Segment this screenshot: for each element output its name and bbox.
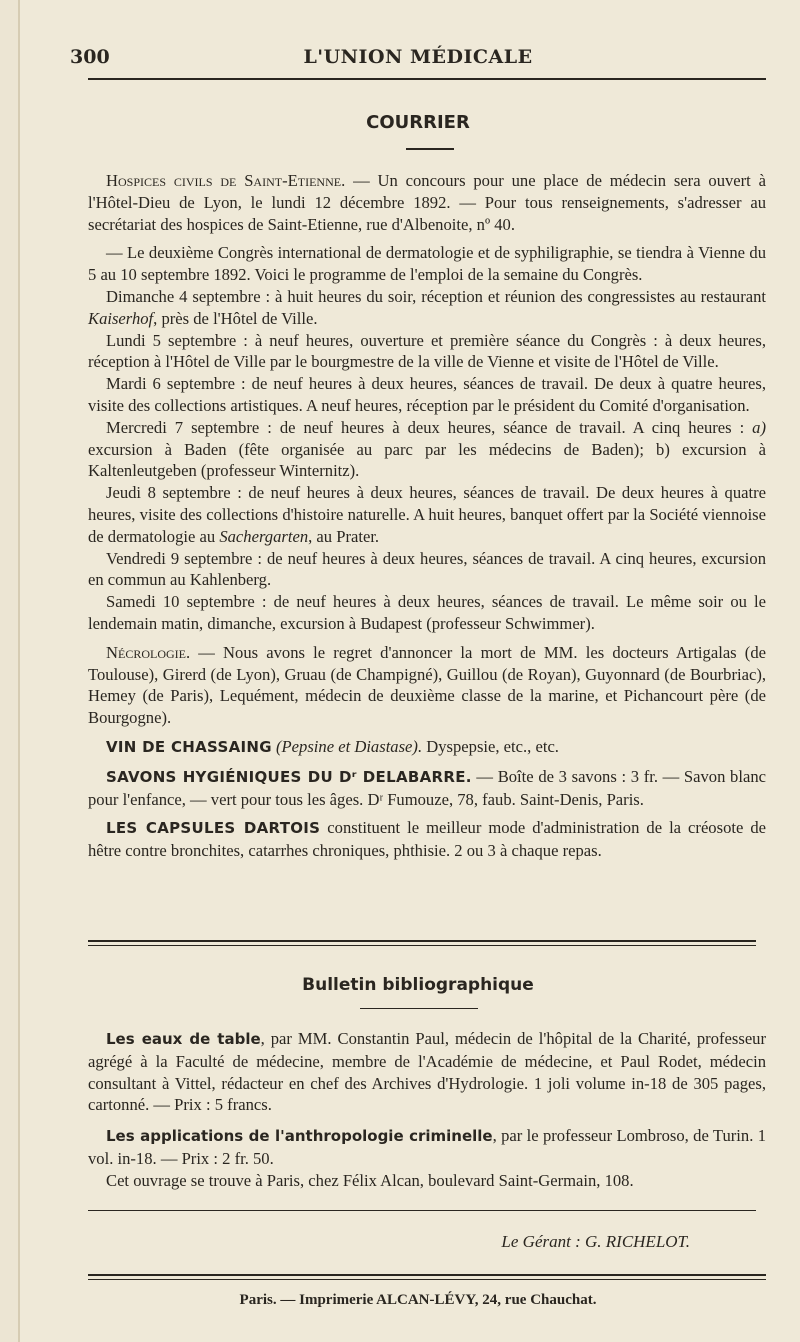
gerant-signature: Le Gérant : G. RICHELOT. <box>501 1232 690 1251</box>
courrier-title: COURRIER <box>366 112 470 133</box>
congres-paragraph: — Le deuxième Congrès international de dermatologie et de syphiligraphie, se tiendra à Vienne du 5 au 10 septembre 1892. Voici le programme de l'emploi de la semaine du Congrès. <box>88 243 766 285</box>
running-header <box>70 46 766 76</box>
section-double-rule-bottom <box>88 945 756 946</box>
footer-rule-bottom <box>88 1279 766 1280</box>
program-day: Samedi 10 septembre : de neuf heures à deux heures, séances de travail. Le même soir ou le lendemain matin, dimanche, excursion à Budapest (professeur Schwimmer). <box>88 592 766 633</box>
program-day: Jeudi 8 septembre : de neuf heures à deux heures, séances de travail. De deux heures à quatre heures, visite des collections d'histoire naturelle. A huit heures, banquet offert par la Société viennoise de dermatologie au Sachergarten, au Prater. <box>88 483 766 546</box>
bulletin-end-rule <box>88 1210 756 1211</box>
bulletin-body <box>88 1028 766 1192</box>
ad-capsules-dartois: LES CAPSULES DARTOIS constituent le meilleur mode d'administration de la créosote de hêtre contre bronchites, catarrhes chroniques, phthisie. 2 ou 3 à chaque repas. <box>88 818 767 861</box>
footer-rule-top <box>88 1274 766 1276</box>
program-day: Dimanche 4 septembre : à huit heures du soir, réception et réunion des congressistes au restaurant Kaiserhof, près de l'Hôtel de Ville. <box>88 286 766 328</box>
journal-title: L'UNION MÉDICALE <box>303 46 533 68</box>
bulletin-title: Bulletin bibliographique <box>302 975 534 995</box>
section-double-rule-top <box>88 940 756 942</box>
ad-savons-delabarre: SAVONS HYGIÉNIQUES DU Dʳ DELABARRE. — Boîte de 3 savons : 3 fr. — Savon blanc pour l'enfance, — vert pour tous les âges. Dʳ Fumouze, 78, faub. Saint-Denis, Paris. <box>88 766 766 809</box>
courrier-title-rule <box>406 148 454 150</box>
bulletin-title-rule <box>360 1008 478 1009</box>
book-entry: Les applications de l'anthropologie criminelle, par le professeur Lombroso, de Turin. 1 vol. in-18. — Prix : 2 fr. 50. <box>88 1126 766 1168</box>
program-day: Mercredi 7 septembre : de neuf heures à deux heures, séance de travail. A cinq heures : a) excursion à Baden (fête organisée au parc par les médecins de Baden); b) excursion à Kaltenleutgeben (professeur Winternitz). <box>88 417 766 481</box>
header-rule <box>88 78 766 80</box>
book-entry: Les eaux de table, par MM. Constantin Paul, médecin de l'hôpital de la Charité, professeur agrégé à la Faculté de médecine, membre de l'Académie de médecine, et Paul Rodet, médecin consultant à Vittel, rédacteur en chef des Archives d'Hydrologie. 1 joli volume in-18 de 305 pages, cartonné. — Prix : 5 francs. <box>88 1029 767 1115</box>
program-day: Vendredi 9 septembre : de neuf heures à deux heures, séances de travail. A cinq heures, excursion en commun au Kahlenberg. <box>88 548 766 590</box>
necrologie-paragraph: Nécrologie. — Nous avons le regret d'annoncer la mort de MM. les docteurs Artigalas (de Toulouse), Girerd (de Lyon), Gruau (de Champigné), Guillou (de Royan), Guyonnard (de Bourbriac), Hemey (de Paris), Lequément, médecin de deuxième classe de la marine, et Pichancourt père (de Bourgogne). <box>88 642 766 728</box>
program-day: Lundi 5 septembre : à neuf heures, ouverture et première séance du Congrès : à deux heures, réception à l'Hôtel de Ville par le bourgmestre de la ville de Vienne et visite de l'Hôtel de Ville. <box>88 330 766 372</box>
ad-vin-chassaing: VIN DE CHASSAING (Pepsine et Diastase). Dyspepsie, etc., etc. <box>106 736 559 756</box>
program-day: Mardi 6 septembre : de neuf heures à deux heures, séances de travail. De deux à quatre heures, visite des collections artistiques. A neuf heures, réception par le président du Comité d'organisation. <box>88 374 766 415</box>
page-number: 300 <box>70 46 110 68</box>
hospices-paragraph: Hospices civils de Saint-Etienne. — Un concours pour une place de médecin sera ouvert à l'Hôtel-Dieu de Lyon, le lundi 12 décembre 1892. — Pour tous renseignements, s'adresser au secrétariat des hospices de Saint-Etienne, rue d'Albenoite, nº 40. <box>88 171 767 234</box>
book-entry: Cet ouvrage se trouve à Paris, chez Félix Alcan, boulevard Saint-Germain, 108. <box>106 1170 634 1190</box>
printer-line: Paris. — Imprimerie ALCAN-LÉVY, 24, rue Chauchat. <box>239 1292 597 1308</box>
courrier-body <box>88 170 766 862</box>
